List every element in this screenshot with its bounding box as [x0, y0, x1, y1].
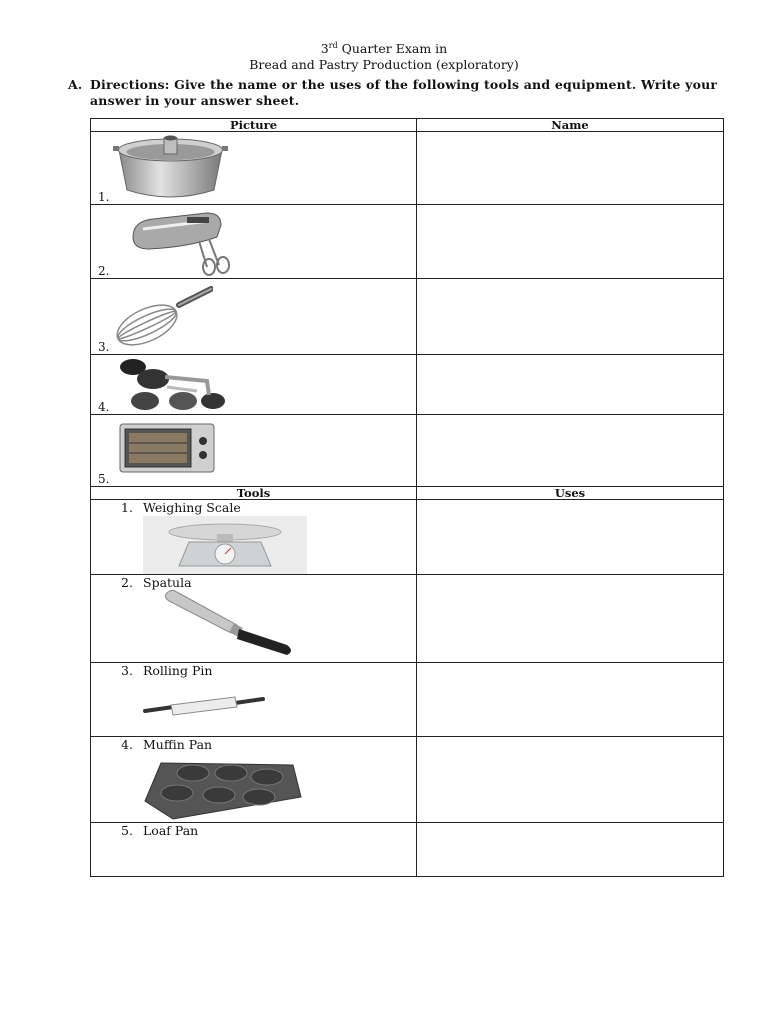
- picture-cell: 5.: [91, 415, 417, 487]
- col-uses-header: Uses: [417, 487, 724, 500]
- table-row: [91, 279, 724, 355]
- directions-letter: A.: [68, 77, 83, 92]
- exam-header: [0, 38, 768, 73]
- table-row: [91, 823, 724, 877]
- tool-cell: [91, 737, 417, 823]
- exam-table: [90, 118, 724, 877]
- table-row: [91, 132, 724, 205]
- oven-icon: [119, 423, 215, 475]
- tool-label: 2. Spatula: [121, 575, 192, 590]
- tool-cell: [91, 500, 417, 575]
- answer-cell[interactable]: [417, 279, 724, 355]
- answer-cell[interactable]: [417, 663, 724, 737]
- tube-pan-icon: [113, 134, 228, 204]
- answer-cell[interactable]: [417, 132, 724, 205]
- answer-cell[interactable]: [417, 500, 724, 575]
- answer-cell[interactable]: [417, 205, 724, 279]
- answer-cell[interactable]: [417, 823, 724, 877]
- tool-label: 3. Rolling Pin: [121, 663, 213, 678]
- picture-cell: 3.: [91, 279, 417, 355]
- directions-text: Directions: Give the name or the uses of the following tools and equipment. Write your answer in your answer sheet.: [90, 77, 718, 108]
- exam-subtitle: Bread and Pastry Production (exploratory): [249, 57, 519, 73]
- tool-cell: [91, 575, 417, 663]
- answer-cell[interactable]: [417, 415, 724, 487]
- col-tools-header: Tools: [91, 487, 417, 500]
- col-name-header: Name: [417, 119, 724, 132]
- muffin-pan-icon: [143, 761, 303, 821]
- table-row: [91, 205, 724, 279]
- measuring-cups-icon: [117, 357, 229, 413]
- part2-header-row: [91, 487, 724, 500]
- table-row: [91, 663, 724, 737]
- table-row: [91, 415, 724, 487]
- part1-header-row: [91, 119, 724, 132]
- tool-label: 4. Muffin Pan: [121, 737, 213, 752]
- col-picture-header: Picture: [91, 119, 417, 132]
- rolling-pin-icon: [143, 693, 265, 719]
- answer-cell[interactable]: [417, 355, 724, 415]
- spatula-icon: [161, 589, 295, 659]
- directions: [68, 77, 728, 109]
- exam-title: 3rd Quarter Exam in: [320, 41, 448, 57]
- hand-mixer-icon: [129, 207, 241, 277]
- wire-whisk-icon: [113, 285, 213, 347]
- tool-cell: [91, 663, 417, 737]
- tool-label: 1. Weighing Scale: [121, 500, 241, 515]
- table-row: [91, 737, 724, 823]
- picture-cell: 2.: [91, 205, 417, 279]
- tool-label: 5. Loaf Pan: [121, 823, 199, 838]
- picture-cell: 1.: [91, 132, 417, 205]
- weighing-scale-icon: [143, 516, 307, 574]
- table-row: [91, 500, 724, 575]
- answer-cell[interactable]: [417, 737, 724, 823]
- tool-cell: [91, 823, 417, 877]
- table-row: [91, 575, 724, 663]
- answer-cell[interactable]: [417, 575, 724, 663]
- table-row: [91, 355, 724, 415]
- picture-cell: 4.: [91, 355, 417, 415]
